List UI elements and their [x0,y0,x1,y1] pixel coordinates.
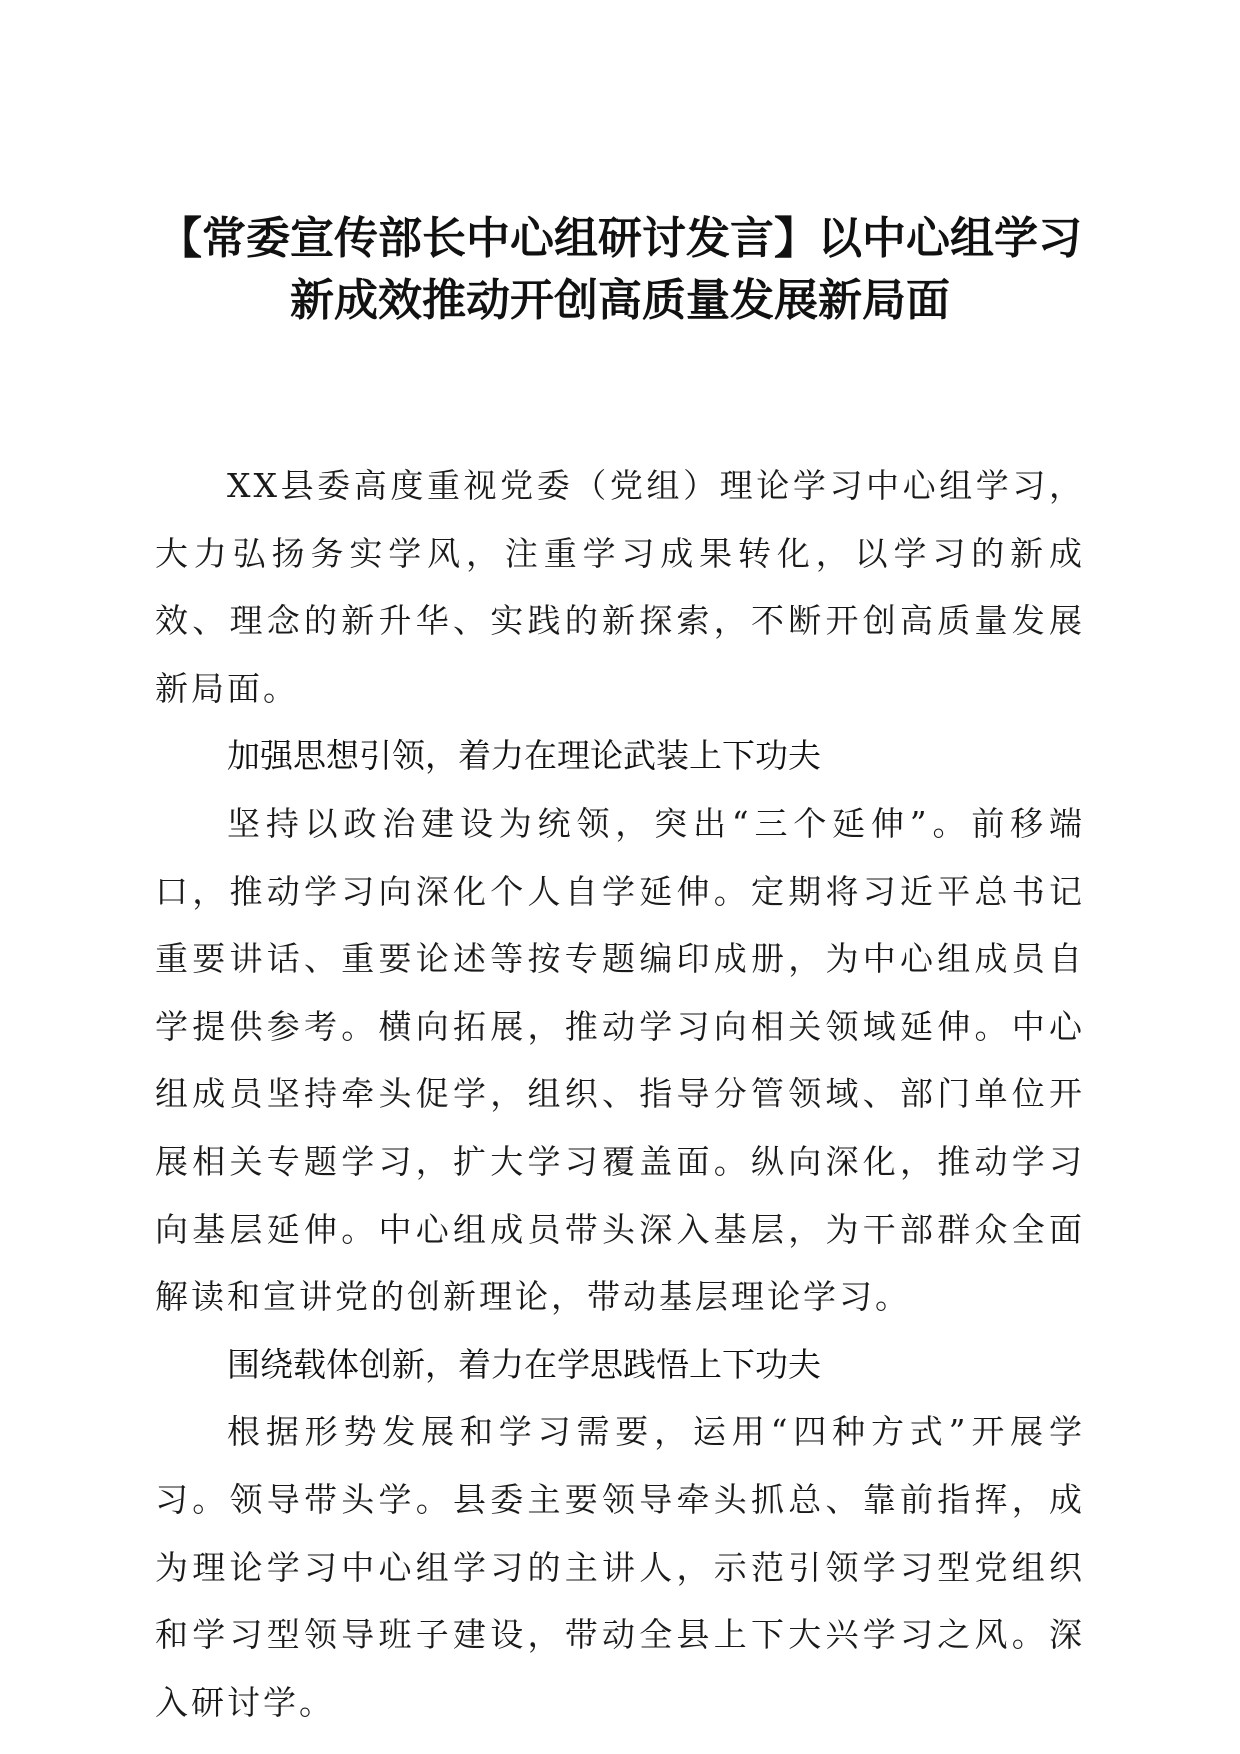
section-paragraph-1: 坚持以政治建设为统领，突出“三个延伸”。前移端口，推动学习向深化个人自学延伸。定期将习近平总书记重要讲话、重要论述等按专题编印成册，为中心组成员自学提供参考。横向拓展，推动学习向相关领域延伸。中心组成员坚持牵头促学，组织、指导分管领域、部门单位开展相关专题学习，扩大学习覆盖面。纵向深化，推动学习向基层延伸。中心组成员带头深入基层，为干部群众全面解读和宣讲党的创新理论，带动基层理论学习。 [155,803,1085,1317]
section-heading-2: 围绕载体创新，着力在学思践悟上下功夫 [227,1344,821,1384]
document-title: 【常委宣传部长中心组研讨发言】以中心组学习新成效推动开创高质量发展新局面 [158,213,1082,326]
document-body [155,452,1085,1736]
section-paragraph-2: 根据形势发展和学习需要，运用“四种方式”开展学习。领导带头学。县委主要领导牵头抓总、靠前指挥，成为理论学习中心组学习的主讲人，示范引领学习型党组织和学习型领导班子建设，带动全县上下大兴学习之风。深入研讨学。 [155,1412,1085,1722]
intro-paragraph: XX县委高度重视党委（党组）理论学习中心组学习，大力弘扬务实学风，注重学习成果转化，以学习的新成效、理念的新升华、实践的新探索，不断开创高质量发展新局面。 [155,466,1085,708]
section-heading-1: 加强思想引领，着力在理论武装上下功夫 [227,736,821,776]
